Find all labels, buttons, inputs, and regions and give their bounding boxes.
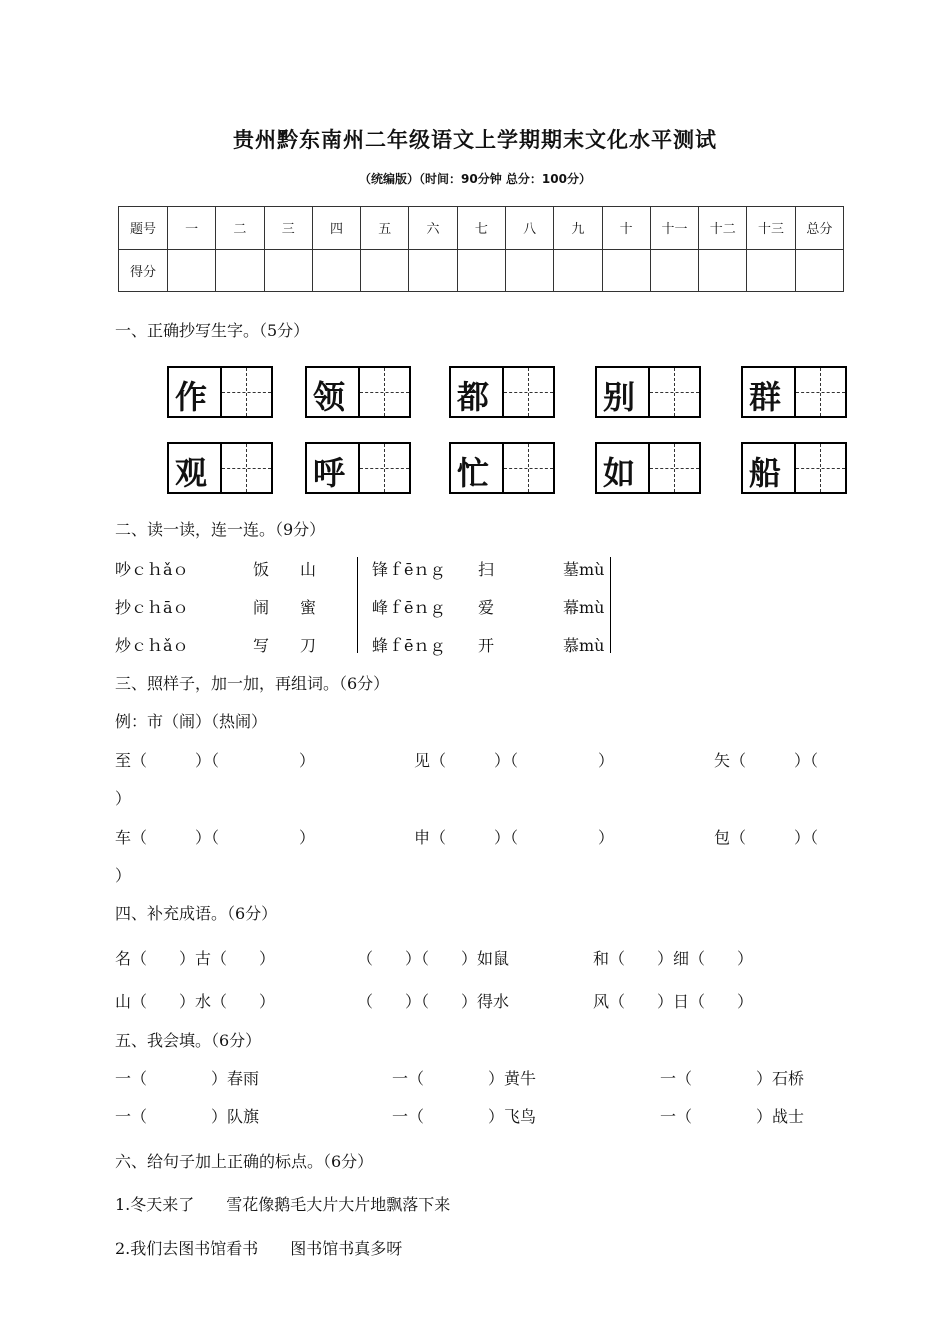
measure-word-item[interactable]: 一（ ）石桥 [660, 1069, 805, 1088]
char-grid [449, 366, 555, 418]
score-value-row [119, 249, 844, 292]
model-char: 忙 [457, 454, 490, 492]
score-cell[interactable] [264, 249, 312, 292]
score-col: 五 [361, 207, 409, 250]
score-cell[interactable] [650, 249, 698, 292]
measure-word-item[interactable]: 一（ ）春雨 [115, 1069, 260, 1088]
score-cell[interactable] [312, 249, 360, 292]
writing-cell[interactable] [358, 444, 409, 492]
char-grid [741, 366, 847, 418]
match-right-pinyin: 墓mù [563, 560, 605, 579]
score-col: 十 [602, 207, 650, 250]
fill-item[interactable]: 见（ ）（ ） [414, 751, 615, 770]
match-mid-char: 开 [478, 636, 495, 655]
fill-item[interactable]: 矢（ ）（ [714, 751, 819, 770]
section-4-heading: 四、补充成语。（6分） [115, 904, 278, 923]
score-table [118, 206, 844, 292]
model-char: 船 [749, 454, 782, 492]
writing-cell[interactable] [502, 368, 553, 416]
fill-item-wrap: ） [115, 866, 132, 885]
measure-word-item[interactable]: 一（ ）战士 [660, 1107, 805, 1126]
score-header-row [119, 207, 844, 250]
char-grid [305, 366, 411, 418]
match-left-pinyin: 蜂ｆēｎｇ [372, 636, 446, 655]
model-char: 观 [175, 454, 208, 492]
example-line: 例：市（闹）（热闹） [115, 712, 268, 731]
fill-item[interactable]: 至（ ）（ ） [115, 751, 316, 770]
measure-word-item[interactable]: 一（ ）飞鸟 [392, 1107, 537, 1126]
match-mid-char: 刀 [300, 636, 317, 655]
section-6-heading: 六、给句子加上正确的标点。（6分） [115, 1152, 374, 1171]
score-col: 二 [216, 207, 264, 250]
score-cell[interactable] [602, 249, 650, 292]
score-cell[interactable] [699, 249, 747, 292]
writing-cell[interactable] [794, 444, 845, 492]
writing-cell[interactable] [220, 368, 271, 416]
section-1-heading: 一、正确抄写生字。（5分） [115, 321, 310, 340]
writing-cell[interactable] [648, 368, 699, 416]
score-col: 一 [168, 207, 216, 250]
match-left-pinyin: 吵ｃｈǎｏ [115, 560, 189, 579]
match-left-pinyin: 锋ｆēｎｇ [372, 560, 446, 579]
punctuation-item[interactable]: 2.我们去图书馆看书 图书馆书真多呀 [115, 1239, 403, 1258]
match-mid-char: 蜜 [300, 598, 317, 617]
model-char: 作 [175, 378, 208, 416]
match-left-pinyin: 炒ｃｈǎｏ [115, 636, 189, 655]
idiom-item[interactable]: （ ）（ ）得水 [357, 992, 510, 1011]
fill-item[interactable]: 申（ ）（ ） [414, 828, 615, 847]
score-row-label: 得分 [119, 249, 168, 292]
score-cell[interactable] [216, 249, 264, 292]
score-col: 九 [554, 207, 602, 250]
char-grid [167, 366, 273, 418]
char-grid [167, 442, 273, 494]
char-grid [741, 442, 847, 494]
section-3-heading: 三、照样子，加一加，再组词。（6分） [115, 674, 390, 693]
model-char: 都 [457, 378, 490, 416]
writing-cell[interactable] [648, 444, 699, 492]
score-col: 总分 [795, 207, 843, 250]
match-right-pinyin: 慕mù [563, 636, 605, 655]
model-char: 如 [603, 454, 636, 492]
section-5-heading: 五、我会填。（6分） [115, 1031, 262, 1050]
match-mid-char: 山 [300, 560, 317, 579]
match-mid-char: 闹 [253, 598, 270, 617]
score-cell[interactable] [554, 249, 602, 292]
writing-cell[interactable] [358, 368, 409, 416]
char-grid [305, 442, 411, 494]
char-grid [595, 442, 701, 494]
match-mid-char: 扫 [478, 560, 495, 579]
char-grid [595, 366, 701, 418]
fill-item[interactable]: 包（ ）（ [714, 828, 819, 847]
idiom-item[interactable]: 风（ ）日（ ） [593, 992, 754, 1011]
match-mid-char: 饭 [253, 560, 270, 579]
score-cell[interactable] [361, 249, 409, 292]
score-cell[interactable] [747, 249, 795, 292]
punctuation-item[interactable]: 1.冬天来了 雪花像鹅毛大片大片地飘落下来 [115, 1195, 451, 1214]
score-cell[interactable] [409, 249, 457, 292]
score-col: 十三 [747, 207, 795, 250]
score-col: 十二 [699, 207, 747, 250]
score-col: 四 [312, 207, 360, 250]
divider-line [610, 557, 611, 653]
match-right-pinyin: 幕mù [563, 598, 605, 617]
fill-item-wrap: ） [115, 789, 132, 808]
page-subtitle: （统编版）（时间：90分钟 总分：100分） [359, 172, 591, 186]
writing-cell[interactable] [220, 444, 271, 492]
model-char: 群 [749, 378, 782, 416]
score-col: 三 [264, 207, 312, 250]
score-cell[interactable] [168, 249, 216, 292]
model-char: 领 [313, 378, 346, 416]
model-char: 别 [603, 378, 636, 416]
score-cell[interactable] [505, 249, 553, 292]
measure-word-item[interactable]: 一（ ）黄牛 [392, 1069, 537, 1088]
idiom-item[interactable]: 和（ ）细（ ） [593, 949, 754, 968]
score-col: 八 [505, 207, 553, 250]
model-char: 呼 [313, 454, 346, 492]
writing-cell[interactable] [794, 368, 845, 416]
score-cell[interactable] [457, 249, 505, 292]
score-col: 十一 [650, 207, 698, 250]
section-2-heading: 二、读一读，连一连。（9分） [115, 520, 326, 539]
match-mid-char: 写 [253, 636, 270, 655]
match-mid-char: 爱 [478, 598, 495, 617]
divider-line [357, 557, 358, 653]
score-col: 六 [409, 207, 457, 250]
fill-item[interactable]: 车（ ）（ ） [115, 828, 316, 847]
idiom-item[interactable]: 山（ ）水（ ） [115, 992, 276, 1011]
idiom-item[interactable]: 名（ ）古（ ） [115, 949, 276, 968]
match-left-pinyin: 峰ｆēｎｇ [372, 598, 446, 617]
page-title: 贵州黔东南州二年级语文上学期期末文化水平测试 [233, 128, 717, 152]
measure-word-item[interactable]: 一（ ）队旗 [115, 1107, 260, 1126]
match-left-pinyin: 抄ｃｈāｏ [115, 598, 189, 617]
score-col: 七 [457, 207, 505, 250]
score-header-label: 题号 [119, 207, 168, 250]
writing-cell[interactable] [502, 444, 553, 492]
idiom-item[interactable]: （ ）（ ）如鼠 [357, 949, 510, 968]
score-cell[interactable] [795, 249, 843, 292]
char-grid [449, 442, 555, 494]
